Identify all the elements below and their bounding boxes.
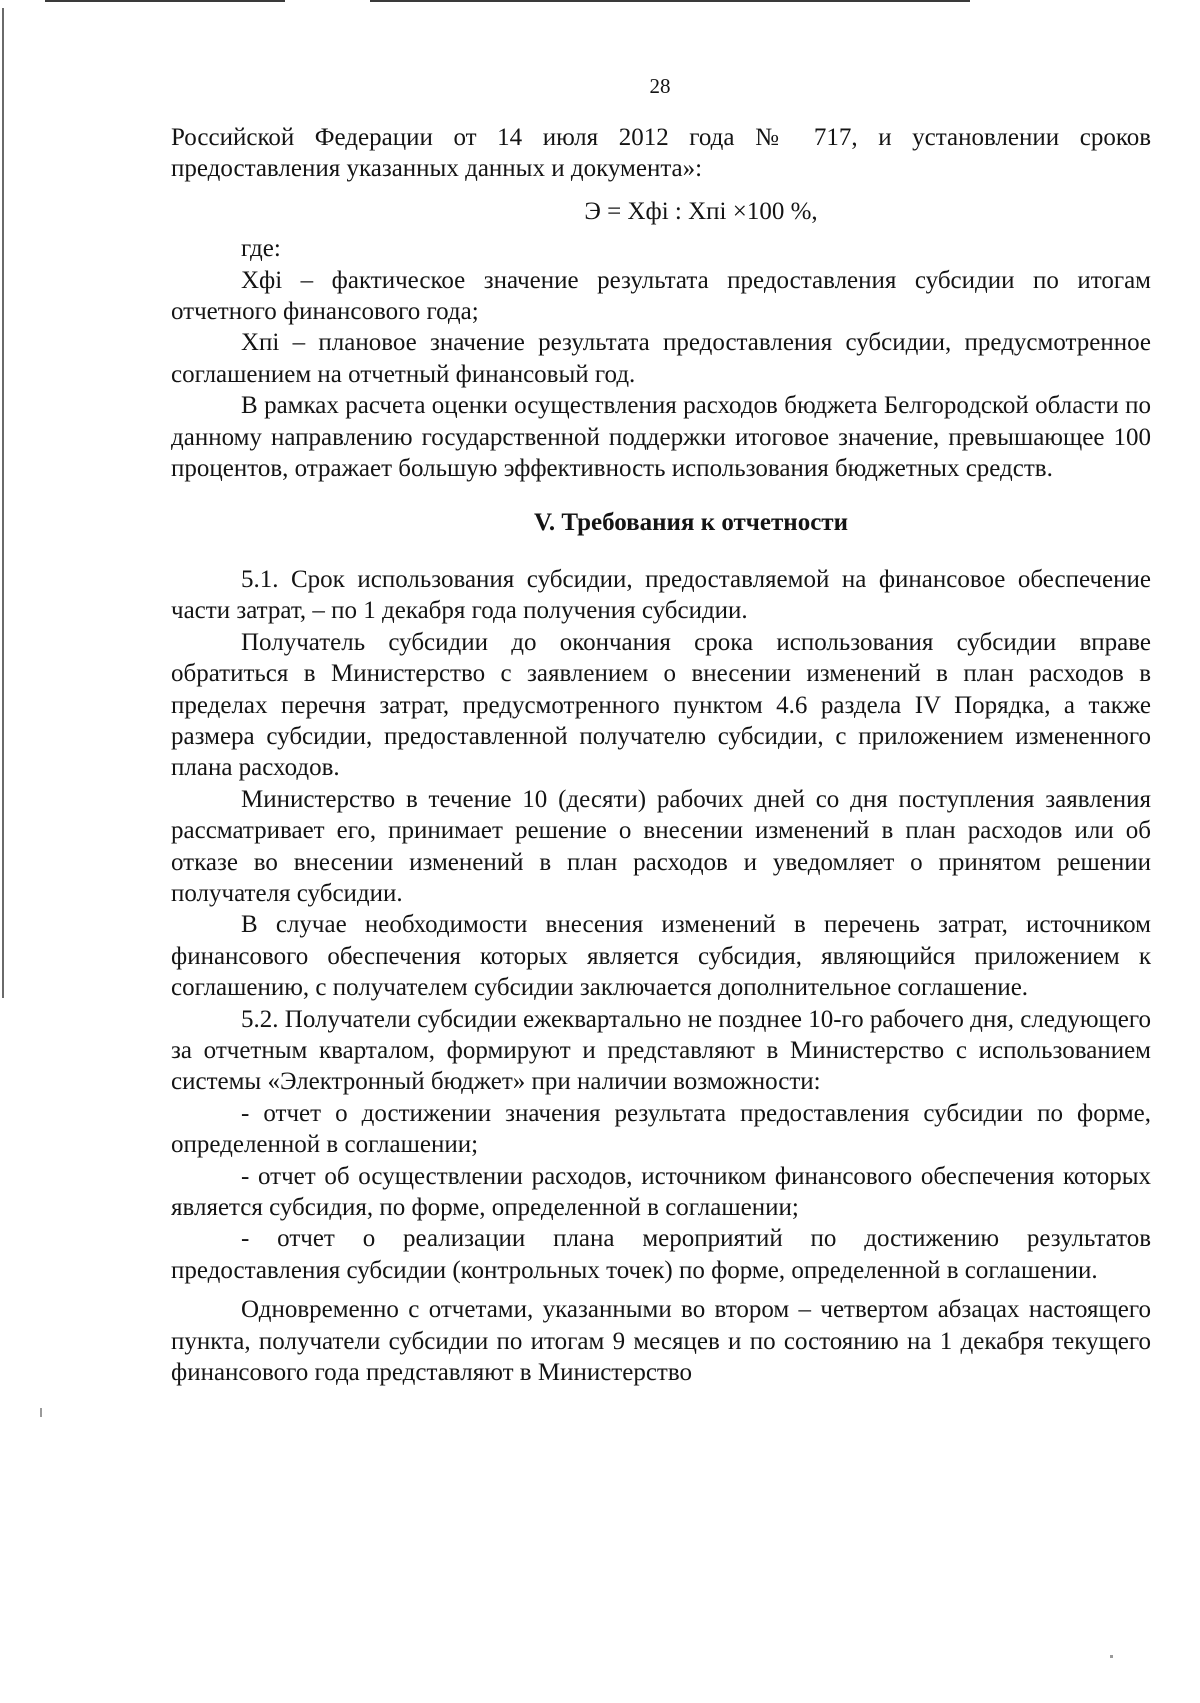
paragraph-where: где: bbox=[241, 235, 281, 263]
scan-speck bbox=[40, 1408, 42, 1417]
paragraph-5-1: 5.1. Срок использования субсидии, предоставляемой на финансовое обеспечение части затрат, – по 1 декабря года получения субсидии. bbox=[171, 565, 1151, 625]
paragraph-continuation: Российской Федерации от 14 июля 2012 года № 717, и установлении сроков предоставления указанных данных и документа»: bbox=[171, 124, 1151, 183]
list-item-report-plan: - отчет о реализации плана мероприятий по достижению результатов предоставления субсидии (контрольных точек) по форме, определенной в соглашении. bbox=[171, 1225, 1151, 1284]
page-number: 28 bbox=[649, 74, 671, 98]
paragraph-gap bbox=[171, 1286, 1151, 1294]
scan-left-edge bbox=[2, 8, 4, 998]
paragraph-ministry-review: Министерство в течение 10 (десяти) рабочих дней со дня поступления заявления рассматривает его, принимает решение о внесении изменений в план расходов или об отказе во внесении изменений в план расходов и уведомляет о принятом решении получателя субсидии. bbox=[171, 785, 1151, 907]
list-item-report-result: - отчет о достижении значения результата предоставления субсидии по форме, определенной в соглашении; bbox=[171, 1099, 1151, 1159]
scan-speck bbox=[1110, 1655, 1113, 1658]
efficiency-formula: Э = Хфi : Хпi ×100 %, bbox=[584, 197, 818, 225]
scan-top-rule-left bbox=[45, 0, 285, 2]
list-item-report-expenses: - отчет об осуществлении расходов, источником финансового обеспечения которых является субсидия, по форме, определенной в соглашении; bbox=[171, 1162, 1151, 1221]
paragraph-additional-agreement: В случае необходимости внесения изменений в перечень затрат, источником финансового обеспечения которых является субсидия, являющийся приложением к соглашению, с получателем субсидии заключается дополнительное соглашение. bbox=[171, 911, 1151, 1002]
paragraph-evaluation: В рамках расчета оценки осуществления расходов бюджета Белгородской области по данному направлению государственной поддержки итоговое значение, превышающее 100 процентов, отражает большую эффективность использования бюджетных средств. bbox=[171, 392, 1151, 483]
paragraph-5-2: 5.2. Получатели субсидии ежеквартально не позднее 10-го рабочего дня, следующего за отчетным кварталом, формируют и представляют в Министерство с использованием системы «Электронный бюджет» при наличии возможности: bbox=[171, 1005, 1151, 1096]
document-body bbox=[171, 122, 1151, 1388]
paragraph-definition-xp: Хпi – плановое значение результата предоставления субсидии, предусмотренное соглашением на отчетный финансовый год. bbox=[171, 329, 1151, 388]
paragraph-simultaneous-reports: Одновременно с отчетами, указанными во втором – четвертом абзацах настоящего пункта, получатели субсидии по итогам 9 месяцев и по состоянию на 1 декабря текущего финансового года представляют в Министерство bbox=[171, 1296, 1151, 1387]
paragraph-plan-changes: Получатель субсидии до окончания срока использования субсидии вправе обратиться в Министерство с заявлением о внесении изменений в план расходов в пределах перечня затрат, предусмотренного пунктом 4.6 раздела IV Порядка, а также размера субсидии, предоставленной получателю субсидии, с приложением измененного плана расходов. bbox=[171, 628, 1151, 782]
scan-top-rule-right bbox=[370, 0, 970, 2]
paragraph-definition-xf: Хфi – фактическое значение результата предоставления субсидии по итогам отчетного финансового года; bbox=[171, 266, 1151, 326]
section-heading: V. Требования к отчетности bbox=[534, 509, 848, 537]
